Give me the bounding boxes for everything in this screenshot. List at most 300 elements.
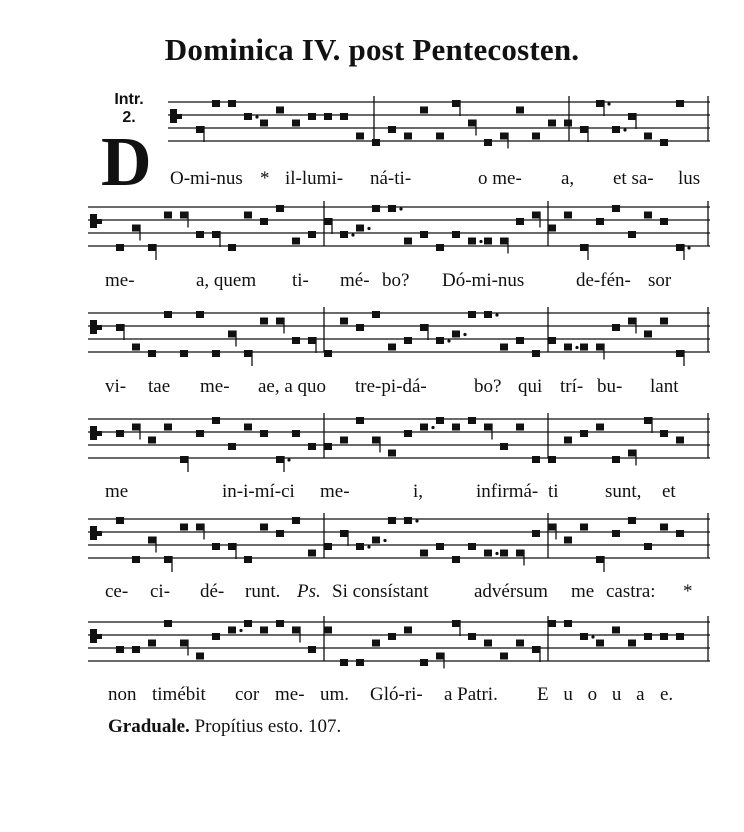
syllable: runt. [245,581,281,602]
neume [612,126,620,133]
syllable: cor [235,684,260,705]
neume [324,543,332,550]
syllable: a, [561,168,575,189]
neume [644,212,652,219]
neume [228,443,236,450]
neume [548,620,556,627]
neume [292,238,300,245]
neume [116,244,124,251]
neume [676,530,684,537]
neume [436,417,444,424]
syllable: me [105,481,129,502]
neume [500,238,508,245]
neume [564,437,572,444]
graduale-text: Propítius esto. 107. [194,716,342,737]
neume [132,424,140,431]
neume [516,424,524,431]
neume [660,139,668,146]
neume [180,524,188,531]
clef-mark [170,109,177,123]
neume [532,530,540,537]
staff-2 [88,201,710,261]
neume [356,225,364,232]
dot [575,346,578,349]
syllable: bo? [382,270,410,291]
neume [612,627,620,634]
neume [452,231,460,238]
neume [404,337,412,344]
neume [356,133,364,140]
neume [420,659,428,666]
syllable: bo? [474,376,502,397]
neume [116,517,124,524]
neume [660,524,668,531]
neume [388,344,396,351]
neume [356,417,364,424]
neume [548,120,556,127]
neume [212,100,220,107]
neume [484,550,492,557]
neume [468,120,476,127]
neume [148,537,156,544]
neume [244,350,252,357]
neume [372,640,380,647]
neume [340,530,348,537]
neume [452,100,460,107]
neume [468,633,476,640]
syllable: vi- [105,376,127,397]
staff-4 [88,413,710,473]
syllable: me [571,581,595,602]
neume [580,126,588,133]
syllable: sunt, [605,481,642,502]
page-title: Dominica IV. post Pentecosten. [164,32,580,67]
syllable: * [260,168,270,189]
neume [116,324,124,331]
neume [420,231,428,238]
neume [356,659,364,666]
neume [436,337,444,344]
syllable: timébit [152,684,206,705]
clef-mark [90,320,97,334]
syllable: trí- [560,376,584,397]
neume [516,107,524,114]
neume [596,100,604,107]
neume [564,620,572,627]
syllable: bu- [597,376,623,397]
clef-mark [90,426,97,440]
neume [612,205,620,212]
neume [180,456,188,463]
neume [180,212,188,219]
dot [383,539,386,542]
neume [260,120,268,127]
syllable: in-i-mí-ci [222,481,295,502]
neume [308,337,316,344]
neume [292,627,300,634]
neume [612,530,620,537]
syllable: lant [650,376,679,397]
syllable: Si consístant [332,581,429,602]
syllable: ná-ti- [370,168,412,189]
neume [292,430,300,437]
neume [228,543,236,550]
neume [628,113,636,120]
neume [260,524,268,531]
neume [628,450,636,457]
neume [388,126,396,133]
neume [276,530,284,537]
neume [628,318,636,325]
neume [468,238,476,245]
syllable: me- [320,481,350,502]
neume [372,311,380,318]
neume [644,133,652,140]
neume [676,244,684,251]
neume [436,653,444,660]
neume [148,437,156,444]
neume [628,231,636,238]
neume [212,633,220,640]
neume [468,417,476,424]
neume [420,424,428,431]
neume [388,517,396,524]
neume [500,550,508,557]
neume [484,238,492,245]
neume [500,653,508,660]
syllable: qui [518,376,543,397]
dot [479,240,482,243]
neume [260,218,268,225]
neume [500,344,508,351]
neume [596,344,604,351]
neume [548,225,556,232]
initial-letter: D [101,124,152,201]
neume [132,344,140,351]
neume [660,218,668,225]
dot [367,227,370,230]
introit-label [103,91,155,127]
dot [591,635,594,638]
neume [244,556,252,563]
syllable: E u o u a [537,684,650,705]
dot [239,629,242,632]
neume [452,620,460,627]
syllable: i, [413,481,424,502]
neume [532,212,540,219]
syllable: a, quem [196,270,257,291]
neume [276,620,284,627]
neume [244,620,252,627]
neume [244,212,252,219]
neume [564,120,572,127]
neume [660,430,668,437]
neume [276,107,284,114]
neume [196,430,204,437]
neume [212,350,220,357]
dot [415,519,418,522]
neume [516,218,524,225]
neume [196,524,204,531]
neume [212,417,220,424]
neume [436,543,444,550]
syllable: et sa- [613,168,654,189]
neume [324,113,332,120]
neume [260,430,268,437]
neume [292,517,300,524]
neume [452,424,460,431]
syllable: et [662,481,676,502]
dot [351,233,354,236]
neume [244,424,252,431]
neume [180,640,188,647]
neume [388,450,396,457]
neume [228,627,236,634]
neume [308,231,316,238]
neume [372,437,380,444]
neume [532,350,540,357]
neume [164,212,172,219]
neume [340,231,348,238]
neume [580,430,588,437]
neume [148,244,156,251]
dot [399,207,402,210]
dot [255,115,258,118]
clef-mark [90,629,97,643]
neume [196,126,204,133]
dot [447,339,450,342]
neume [596,556,604,563]
dot [623,128,626,131]
neume [676,350,684,357]
neume [612,456,620,463]
syllable: me- [200,376,230,397]
neume [500,443,508,450]
neume [308,646,316,653]
neume [324,443,332,450]
neume [180,350,188,357]
neume [148,350,156,357]
neume [660,633,668,640]
clef-mark [90,526,97,540]
neume [420,550,428,557]
syllable: Dó-mi-nus [442,270,525,291]
neume [164,556,172,563]
syllable: ci- [150,581,171,602]
neume [292,337,300,344]
syllable: de-fén- [576,270,631,291]
syllable: me- [105,270,135,291]
neume [596,424,604,431]
staff-1 [168,96,710,156]
neume [404,430,412,437]
neume [292,120,300,127]
neume [228,100,236,107]
neume [196,311,204,318]
psalm-marker: Ps. [297,581,321,602]
syllable: a Patri. [444,684,498,705]
neume [532,456,540,463]
neume [468,311,476,318]
neume [404,517,412,524]
neume [164,424,172,431]
syllable: advérsum [474,581,548,602]
dot [607,102,610,105]
neume [564,537,572,544]
neume [564,344,572,351]
neume [564,212,572,219]
neume [612,324,620,331]
neume [420,107,428,114]
neume [580,524,588,531]
neume [308,550,316,557]
clef-mark [177,114,182,119]
neume [324,218,332,225]
syllable: ae, a quo [258,376,327,397]
syllable: tae [148,376,171,397]
dot [287,458,290,461]
neume [452,331,460,338]
neume [596,640,604,647]
neume [484,139,492,146]
neume [260,627,268,634]
neume [276,318,284,325]
syllable: ce- [105,581,129,602]
syllable: mé- [340,270,370,291]
neume [196,653,204,660]
neume [580,344,588,351]
neume [212,543,220,550]
syllable: ti- [292,270,309,291]
neume [340,437,348,444]
neume [676,100,684,107]
neume [244,113,252,120]
dot [463,333,466,336]
neume [676,633,684,640]
neume [516,640,524,647]
clef-mark [97,219,102,224]
neume [516,337,524,344]
neume [532,133,540,140]
staff-3 [88,307,710,367]
neume [644,633,652,640]
syllable: non [108,684,137,705]
neume [548,337,556,344]
neume [404,133,412,140]
clef-mark [90,214,97,228]
neume [516,550,524,557]
dot [367,545,370,548]
syllable: um. [320,684,350,705]
neume [148,640,156,647]
neume [196,231,204,238]
dot [495,552,498,555]
syllable: dé- [200,581,225,602]
neume [228,331,236,338]
staff-6 [88,616,710,676]
neume [228,244,236,251]
syllable: castra: [606,581,656,602]
introit-label-text: Intr. [114,91,144,108]
clef-mark [97,431,102,436]
neume [372,139,380,146]
neume [580,244,588,251]
neume [308,443,316,450]
mode-number: 2. [122,109,136,126]
neume [436,244,444,251]
neume [676,437,684,444]
neume [164,311,172,318]
neume [484,640,492,647]
neume [340,659,348,666]
syllable: tre-pi-dá- [355,376,427,397]
neume [404,238,412,245]
clef-mark [97,531,102,536]
neume [356,543,364,550]
syllable: sor [648,270,672,291]
syllable: Gló-ri- [370,684,423,705]
neume [596,218,604,225]
neume [132,556,140,563]
neume [276,456,284,463]
neume [356,324,364,331]
neume [116,646,124,653]
neume [452,556,460,563]
neume [340,318,348,325]
neume [500,133,508,140]
neume [276,205,284,212]
graduale-reference [108,716,341,738]
neume [436,133,444,140]
neume [308,113,316,120]
syllable: infirmá- [476,481,539,502]
neume [628,517,636,524]
neume [260,318,268,325]
neume [132,646,140,653]
neume [484,424,492,431]
neume [324,350,332,357]
neume [164,620,172,627]
syllable: me- [275,684,305,705]
neume [372,537,380,544]
neume [548,456,556,463]
neume [580,633,588,640]
neume [532,646,540,653]
clef-mark [97,634,102,639]
neume [468,543,476,550]
syllable: e. [660,684,674,705]
neume [404,627,412,634]
syllable: lus [678,168,701,189]
neume [420,324,428,331]
neume [324,627,332,634]
neume [388,633,396,640]
neume [484,311,492,318]
syllable: O-mi-nus [170,168,243,189]
clef-mark [97,325,102,330]
dot [687,246,690,249]
neume [388,205,396,212]
neume [660,318,668,325]
neume [644,331,652,338]
neume [628,640,636,647]
syllable: * [683,581,693,602]
syllable: il-lumi- [285,168,344,189]
neume [340,113,348,120]
neume [644,543,652,550]
staff-5 [88,513,710,573]
neume [212,231,220,238]
